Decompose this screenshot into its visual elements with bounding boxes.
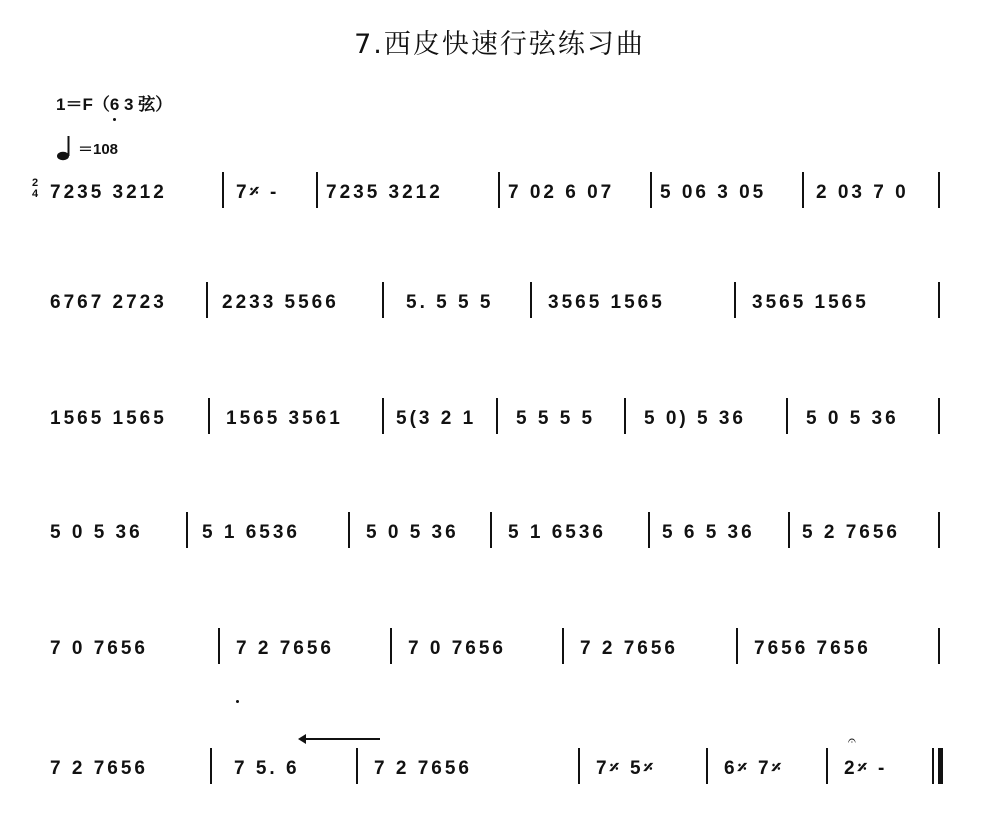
measure: 5 0 5 36: [366, 522, 459, 543]
barline: [624, 398, 626, 434]
measure: 7 2 7656: [374, 758, 472, 779]
barline: [382, 282, 384, 318]
barline: [390, 628, 392, 664]
measure: 7 0 7656: [50, 638, 148, 659]
barline: [786, 398, 788, 434]
barline: [186, 512, 188, 548]
measure: 3565 1565: [752, 292, 869, 313]
measure: 7𝄎 5𝄎: [596, 758, 656, 779]
key-low-note: 6: [109, 95, 120, 114]
measure: 1565 1565: [50, 408, 167, 429]
barline: [206, 282, 208, 318]
measure: 7235 3212: [326, 182, 443, 203]
measure: 6767 2723: [50, 292, 167, 313]
key-signature: [56, 90, 172, 115]
measure: 7235 3212: [50, 182, 167, 203]
staff-row-3: [50, 402, 949, 436]
barline: [938, 398, 940, 434]
barline: [736, 628, 738, 664]
barline: [530, 282, 532, 318]
slide-arrow: [300, 738, 380, 740]
measure: 6𝄎 7𝄎: [724, 758, 784, 779]
key-prefix: 1＝F（: [56, 95, 110, 114]
measure: 5 0 5 36: [806, 408, 899, 429]
tempo-marking: [56, 135, 118, 161]
measure: 7 02 6 07: [508, 182, 615, 203]
measure: 7 2 7656: [50, 758, 148, 779]
barline: [356, 748, 358, 784]
staff-row-5: [50, 632, 949, 666]
measure: 5. 5 5 5: [406, 292, 494, 313]
barline: [938, 172, 940, 208]
barline: [706, 748, 708, 784]
barline: [826, 748, 828, 784]
barline: [938, 282, 940, 318]
barline: [802, 172, 804, 208]
measure: 7 2 7656: [236, 638, 334, 659]
barline: [938, 512, 940, 548]
staff-row-6: [50, 732, 949, 786]
measure: 7 5. 6: [234, 758, 300, 779]
final-barline-thin: [932, 748, 934, 784]
measure: 5 6 5 36: [662, 522, 755, 543]
staff-row-1: [50, 176, 949, 210]
barline: [650, 172, 652, 208]
staff-row-2: [50, 286, 949, 320]
measure: 5 5 5 5: [516, 408, 596, 429]
barline: [562, 628, 564, 664]
measure: 2 03 7 0: [816, 182, 909, 203]
measure: 7 0 7656: [408, 638, 506, 659]
barline: [498, 172, 500, 208]
tempo-value: ＝108: [78, 140, 119, 158]
barline: [210, 748, 212, 784]
measure: 2233 5566: [222, 292, 339, 313]
barline: [382, 398, 384, 434]
barline: [348, 512, 350, 548]
measure: 5 2 7656: [802, 522, 900, 543]
measure: 7656 7656: [754, 638, 871, 659]
measure: 5 1 6536: [508, 522, 606, 543]
piece-title: 7.西皮快速行弦练习曲: [354, 29, 645, 60]
measure: 5 1 6536: [202, 522, 300, 543]
barline: [218, 628, 220, 664]
staff-row-4: [50, 516, 949, 550]
measure: 7 2 7656: [580, 638, 678, 659]
measure: 5 0) 5 36: [644, 408, 746, 429]
measure: 2𝄎 -: [844, 758, 888, 779]
barline: [788, 512, 790, 548]
key-rest: 3 弦）: [119, 95, 173, 114]
barline: [578, 748, 580, 784]
final-barline-thick: [938, 748, 943, 784]
barline: [316, 172, 318, 208]
barline: [734, 282, 736, 318]
barline: [490, 512, 492, 548]
measure: 5 0 5 36: [50, 522, 143, 543]
fermata-icon: 𝄐: [848, 732, 856, 748]
quarter-note-icon: [56, 135, 74, 161]
barline: [222, 172, 224, 208]
barline: [496, 398, 498, 434]
barline: [938, 628, 940, 664]
measure: 5(3 2 1: [396, 408, 477, 429]
measure: 3565 1565: [548, 292, 665, 313]
barline: [648, 512, 650, 548]
measure: 5 06 3 05: [660, 182, 767, 203]
barline: [208, 398, 210, 434]
dot-mark: [236, 700, 239, 703]
measure: 7𝄎 -: [236, 182, 280, 203]
time-signature-top: 2: [32, 177, 39, 189]
time-signature-bottom: 4: [32, 188, 39, 200]
measure: 1565 3561: [226, 408, 343, 429]
time-signature: [32, 178, 38, 200]
